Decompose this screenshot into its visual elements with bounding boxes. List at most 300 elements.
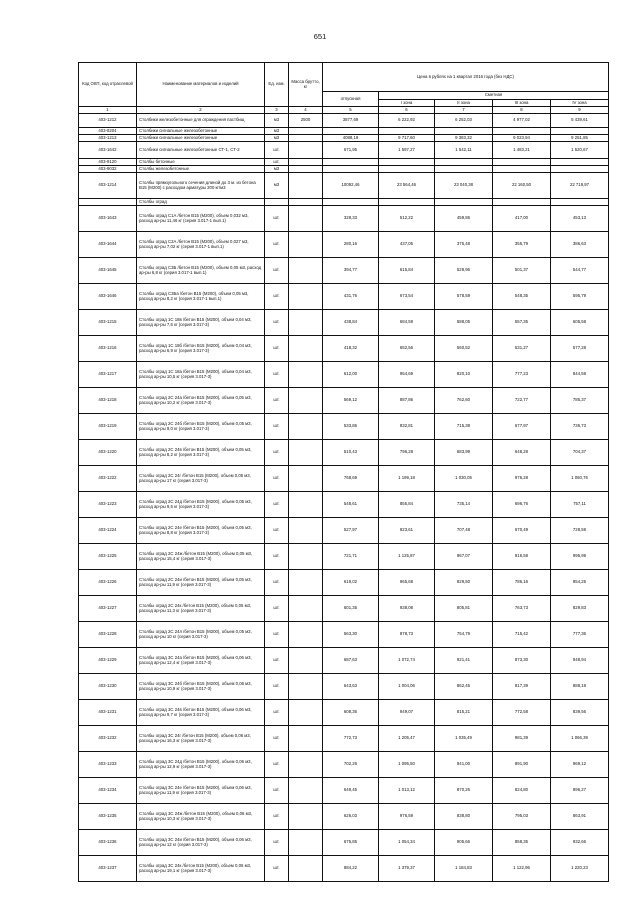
row-zone4-price: 9 251,85: [551, 135, 609, 142]
row-release-price: 702,26: [323, 752, 379, 778]
row-mass: [289, 544, 323, 570]
row-zone2-price: 459,86: [435, 206, 493, 232]
row-unit: м3: [265, 135, 289, 142]
row-mass: [289, 336, 323, 362]
table-row: [79, 856, 609, 882]
row-release-price: 563,30: [323, 622, 379, 648]
row-name: Столбы оград 3С 24г /бетон В15 (М200), объем 0,06 м3, расход ар-ры 16,3 кг (серия 3.017-3): [137, 726, 265, 752]
row-release-price: 10092,46: [323, 173, 379, 199]
row-release-price: 772,73: [323, 726, 379, 752]
row-zone1-price: 1 597,27: [379, 142, 435, 159]
row-zone3-price: 824,80: [493, 778, 551, 804]
column-number: 4: [289, 107, 323, 114]
table-row: [79, 518, 609, 544]
table-row: [79, 114, 609, 128]
row-code: 403-9032: [79, 166, 137, 173]
row-name: Столбы оград 3С 24а /бетон В15 (М200), объем 0,06 м3, расход ар-ры 12,4 кг (серия 3.017-3): [137, 648, 265, 674]
row-code: 403-1229: [79, 648, 137, 674]
row-zone4-price: [551, 128, 609, 135]
row-unit: шт.: [265, 622, 289, 648]
page-number: 651: [313, 32, 327, 41]
row-zone3-price: 557,35: [493, 310, 551, 336]
row-unit: м3: [265, 114, 289, 128]
row-name: Столбы оград 3С 24к /бетон В15 (М200), объем 0,06 м3, расход ар-ры 19,1 кг (серия 3.017-3): [137, 856, 265, 882]
row-zone2-price: 1 035,49: [435, 726, 493, 752]
row-zone3-price: [493, 199, 551, 206]
row-zone4-price: 386,63: [551, 232, 609, 258]
row-zone2-price: 588,05: [435, 310, 493, 336]
table-row: [79, 622, 609, 648]
row-code: 403-1213: [79, 135, 137, 142]
header-price-group: Цена в рублях на 1 квартал 2016 года (без НДС): [323, 63, 609, 92]
row-unit: шт.: [265, 726, 289, 752]
row-code: 403-1218: [79, 388, 137, 414]
row-mass: [289, 492, 323, 518]
row-mass: [289, 648, 323, 674]
row-mass: [289, 752, 323, 778]
row-release-price: 649,45: [323, 778, 379, 804]
row-name: Столбы оград 2С 24и /бетон В15 (М200), объем 0,05 м3, расход ар-ры 11,9 кг (серия 3.017-3): [137, 570, 265, 596]
row-zone3-price: 763,73: [493, 596, 551, 622]
row-code: 403-1232: [79, 726, 137, 752]
column-number: 6: [379, 107, 435, 114]
row-zone2-price: 528,96: [435, 258, 493, 284]
row-name: Столбы железобетонные: [137, 166, 265, 173]
row-unit: шт.: [265, 336, 289, 362]
table-row: [79, 159, 609, 166]
row-zone2-price: 762,60: [435, 388, 493, 414]
row-zone4-price: 595,79: [551, 284, 609, 310]
row-zone4-price: 453,13: [551, 206, 609, 232]
row-release-price: [323, 159, 379, 166]
row-release-price: 675,85: [323, 830, 379, 856]
row-zone3-price: 772,58: [493, 700, 551, 726]
row-unit: шт.: [265, 310, 289, 336]
row-zone2-price: 1 542,11: [435, 142, 493, 159]
row-zone2-price: 838,80: [435, 804, 493, 830]
table-row: [79, 674, 609, 700]
row-mass: [289, 570, 323, 596]
row-zone1-price: 23 564,46: [379, 173, 435, 199]
row-code: 403-1219: [79, 414, 137, 440]
row-zone3-price: 795,03: [493, 804, 551, 830]
row-unit: шт.: [265, 570, 289, 596]
row-mass: [289, 700, 323, 726]
row-zone1-price: 1 205,47: [379, 726, 435, 752]
row-zone1-price: 832,81: [379, 414, 435, 440]
row-zone4-price: 5 439,61: [551, 114, 609, 128]
row-zone3-price: 722,77: [493, 388, 551, 414]
row-unit: шт.: [265, 518, 289, 544]
row-zone3-price: 501,37: [493, 258, 551, 284]
row-release-price: 527,97: [323, 518, 379, 544]
row-zone1-price: 1 072,74: [379, 648, 435, 674]
table-row: [79, 440, 609, 466]
header-estimate-price: Сметная: [379, 92, 609, 100]
row-unit: шт.: [265, 466, 289, 492]
row-name: Столбы оград 3С 24б /бетон В15 (М200), объем 0,06 м3, расход ар-ры 10,9 кг (серия 3.017-3): [137, 674, 265, 700]
row-zone3-price: [493, 128, 551, 135]
row-zone3-price: 4 977,02: [493, 114, 551, 128]
row-mass: [289, 232, 323, 258]
row-name: Столбы оград 2С 24г /бетон В15 (М200), объем 0,05 м3, расход ар-ры 17 кг (серия 3.017-3): [137, 466, 265, 492]
row-zone3-price: 976,28: [493, 466, 551, 492]
header-release-price: отпускная: [323, 92, 379, 107]
row-code: 403-1643: [79, 206, 137, 232]
row-zone4-price: [551, 159, 609, 166]
row-zone3-price: 817,39: [493, 674, 551, 700]
row-zone2-price: 815,21: [435, 700, 493, 726]
row-zone1-price: 652,56: [379, 336, 435, 362]
table-body: [79, 114, 609, 882]
row-release-price: 884,22: [323, 856, 379, 882]
row-release-price: 626,03: [323, 804, 379, 830]
row-unit: шт.: [265, 388, 289, 414]
row-unit: шт.: [265, 142, 289, 159]
row-zone1-price: 6 222,92: [379, 114, 435, 128]
row-zone1-price: 684,59: [379, 310, 435, 336]
column-number: 1: [79, 107, 137, 114]
column-number: 9: [551, 107, 609, 114]
row-zone4-price: 863,91: [551, 804, 609, 830]
row-name: Столбы оград 3С 24д /бетон В15 (М200), объем 0,06 м3, расход ар-ры 12,9 кг (серия 3.017-3): [137, 752, 265, 778]
row-name: Столбы оград 2С 24к /бетон В15 (М200), объем 0,05 м3, расход ар-ры 11,3 кг (серия 3.017-3): [137, 596, 265, 622]
row-unit: шт.: [265, 159, 289, 166]
row-name: Столбы оград 2С 24б /бетон В15 (М200), объем 0,05 м3, расход ар-ры 9,0 кг (серия 3.017-3): [137, 414, 265, 440]
row-release-price: [323, 128, 379, 135]
row-zone2-price: 735,14: [435, 492, 493, 518]
row-unit: шт.: [265, 830, 289, 856]
row-zone2-price: 941,00: [435, 752, 493, 778]
row-name: Столбы оград 2С 24л /бетон В15 (М200), объем 0,05 м3, расход ар-ры 10 кг (серия 3.017-3): [137, 622, 265, 648]
row-zone1-price: 512,22: [379, 206, 435, 232]
row-mass: [289, 440, 323, 466]
row-name: Столбы оград 3С 24ж /бетон В15 (М200), объем 0,06 м3, расход ар-ры 10,3 кг (серия 3.017-3): [137, 804, 265, 830]
row-zone3-price: 355,79: [493, 232, 551, 258]
row-zone4-price: 605,58: [551, 310, 609, 336]
row-zone2-price: [435, 159, 493, 166]
table-row: [79, 544, 609, 570]
row-zone1-price: 1 125,87: [379, 544, 435, 570]
row-release-price: [323, 199, 379, 206]
price-table: [78, 62, 609, 882]
table-row: [79, 173, 609, 199]
row-zone3-price: 916,58: [493, 544, 551, 570]
row-mass: [289, 142, 323, 159]
row-mass: [289, 856, 323, 882]
row-zone1-price: 938,08: [379, 596, 435, 622]
table-row: [79, 752, 609, 778]
row-unit: шт.: [265, 674, 289, 700]
row-zone3-price: 981,39: [493, 726, 551, 752]
row-name: Столбы оград 2С 24д /бетон В15 (М200), объем 0,05 м3, расход ар-ры 9,5 кг (серия 3.017-3): [137, 492, 265, 518]
row-unit: шт.: [265, 258, 289, 284]
row-unit: шт.: [265, 700, 289, 726]
row-unit: шт.: [265, 778, 289, 804]
row-mass: [289, 284, 323, 310]
row-code: 403-1645: [79, 258, 137, 284]
row-unit: шт.: [265, 856, 289, 882]
header-unit: Ед. изм.: [265, 63, 289, 107]
row-code: 403-1217: [79, 362, 137, 388]
row-mass: [289, 173, 323, 199]
row-unit: шт.: [265, 284, 289, 310]
row-code: 403-1228: [79, 622, 137, 648]
row-name: Столбы оград С3Б /бетон В15 (М200), объем 0,05 м3, расход ар-ры 6,8 кг (серия 3.017-1 вып.1): [137, 258, 265, 284]
row-zone3-price: 1 122,96: [493, 856, 551, 882]
row-zone1-price: 796,28: [379, 440, 435, 466]
row-zone4-price: 896,27: [551, 778, 609, 804]
row-mass: [289, 466, 323, 492]
row-zone1-price: [379, 199, 435, 206]
header-mass: Масса брутто, кг: [289, 63, 323, 107]
row-release-price: 601,35: [323, 596, 379, 622]
row-zone3-price: 786,16: [493, 570, 551, 596]
row-code: 403-1212: [79, 114, 137, 128]
row-name: Столбы оград 3С 24и /бетон В15 (М200), объем 0,06 м3, расход ар-ры 12 кг (серия 3.017-3): [137, 830, 265, 856]
row-code: 403-1214: [79, 173, 137, 199]
row-unit: шт.: [265, 232, 289, 258]
row-mass: [289, 362, 323, 388]
row-name: Столбы оград: [137, 199, 265, 206]
row-release-price: [323, 166, 379, 173]
header-name: Наименование материалов и изделий: [137, 63, 265, 107]
row-mass: [289, 199, 323, 206]
table-row: [79, 570, 609, 596]
row-release-price: 643,63: [323, 674, 379, 700]
row-zone1-price: [379, 128, 435, 135]
header-zone-1: I зона: [379, 100, 435, 107]
row-zone4-price: 888,19: [551, 674, 609, 700]
row-zone1-price: 1 054,34: [379, 830, 435, 856]
row-zone1-price: 976,59: [379, 804, 435, 830]
row-release-price: 328,33: [323, 206, 379, 232]
row-zone4-price: 829,83: [551, 596, 609, 622]
row-code: 403-1230: [79, 674, 137, 700]
row-unit: м3: [265, 166, 289, 173]
row-zone1-price: 1 013,12: [379, 778, 435, 804]
row-unit: м3: [265, 128, 289, 135]
table-row: [79, 206, 609, 232]
column-number: 7: [435, 107, 493, 114]
row-zone3-price: 22 160,50: [493, 173, 551, 199]
row-zone1-price: 615,84: [379, 258, 435, 284]
row-zone3-price: 1 483,21: [493, 142, 551, 159]
row-release-price: 671,95: [323, 142, 379, 159]
row-zone2-price: 683,99: [435, 440, 493, 466]
row-name: Столбы бетонные: [137, 159, 265, 166]
row-unit: шт.: [265, 804, 289, 830]
row-zone2-price: [435, 199, 493, 206]
row-zone2-price: 9 383,32: [435, 135, 493, 142]
row-zone3-price: 9 023,94: [493, 135, 551, 142]
row-zone4-price: 577,28: [551, 336, 609, 362]
table-row: [79, 492, 609, 518]
row-zone1-price: 437,05: [379, 232, 435, 258]
row-zone3-price: 548,35: [493, 284, 551, 310]
column-number: 5: [323, 107, 379, 114]
row-code: 403-1237: [79, 856, 137, 882]
row-zone4-price: 777,36: [551, 622, 609, 648]
row-mass: [289, 135, 323, 142]
header-code: Код ОКП, код отраслевой: [79, 63, 137, 107]
row-name: Столбы оград 1С 18б /бетон В15 (М200), объем 0,04 м3, расход ар-ры 6,9 кг (серия 3.017-3): [137, 336, 265, 362]
row-code: 403-1231: [79, 700, 137, 726]
row-code: 403-1222: [79, 466, 137, 492]
row-zone2-price: 967,07: [435, 544, 493, 570]
row-zone2-price: 23 040,38: [435, 173, 493, 199]
row-zone4-price: 544,77: [551, 258, 609, 284]
table-row: [79, 648, 609, 674]
row-zone3-price: 873,30: [493, 648, 551, 674]
row-zone4-price: 736,73: [551, 414, 609, 440]
row-name: Столбы оград 1С 18а /бетон В15 (М200), объем 0,04 м3, расход ар-ры 10,5 кг (серия 3.017-3): [137, 362, 265, 388]
table-row: [79, 336, 609, 362]
column-number: 8: [493, 107, 551, 114]
row-zone2-price: 715,38: [435, 414, 493, 440]
row-zone2-price: 560,52: [435, 336, 493, 362]
table-row: [79, 135, 609, 142]
row-zone4-price: 1 060,76: [551, 466, 609, 492]
row-mass: [289, 830, 323, 856]
row-name: Столбы оград 2С 24в /бетон В15 (М200), объем 0,05 м3, расход ар-ры 8,2 кг (серия 3.017-3): [137, 440, 265, 466]
row-code: 403-1227: [79, 596, 137, 622]
row-zone4-price: 932,66: [551, 830, 609, 856]
table-row: [79, 284, 609, 310]
row-zone3-price: 696,76: [493, 492, 551, 518]
row-name: Столбы оград 3С 24е /бетон В15 (М200), объем 0,06 м3, расход ар-ры 11,9 кг (серия 3.017-3): [137, 778, 265, 804]
row-code: 403-1646: [79, 284, 137, 310]
row-release-price: 280,16: [323, 232, 379, 258]
row-release-price: 394,77: [323, 258, 379, 284]
row-code: 403-9120: [79, 159, 137, 166]
column-number: 2: [137, 107, 265, 114]
row-zone1-price: 1 095,50: [379, 752, 435, 778]
row-zone4-price: 728,59: [551, 518, 609, 544]
row-zone4-price: 948,94: [551, 648, 609, 674]
row-unit: шт.: [265, 414, 289, 440]
row-zone4-price: [551, 199, 609, 206]
row-zone2-price: 862,45: [435, 674, 493, 700]
row-code: [79, 199, 137, 206]
row-mass: [289, 778, 323, 804]
row-zone3-price: 858,35: [493, 830, 551, 856]
row-zone1-price: [379, 166, 435, 173]
row-zone2-price: 870,26: [435, 778, 493, 804]
table-row: [79, 258, 609, 284]
row-mass: [289, 674, 323, 700]
row-zone2-price: 754,79: [435, 622, 493, 648]
header-zone-2: II зона: [435, 100, 493, 107]
row-unit: шт.: [265, 544, 289, 570]
row-name: Столбики сигнальные железобетонные: [137, 128, 265, 135]
row-mass: [289, 726, 323, 752]
row-code: 403-1226: [79, 570, 137, 596]
row-zone1-price: 949,07: [379, 700, 435, 726]
row-zone4-price: 1 066,39: [551, 726, 609, 752]
row-zone4-price: [551, 166, 609, 173]
row-code: 403-1225: [79, 544, 137, 570]
row-zone1-price: 1 004,06: [379, 674, 435, 700]
row-name: Столбы прямоугольного сечения длиной до 3 м. из бетона В15 (М200) с расходом арматуры 200 кг/м3: [137, 173, 265, 199]
column-number: 3: [265, 107, 289, 114]
row-mass: [289, 206, 323, 232]
row-name: Столбы оград С2А /бетон В15 (М200), объем 0,027 м3, расход ар-ры 7,02 кг (серия 3.017-1 вып.1): [137, 232, 265, 258]
row-code: 403-1216: [79, 336, 137, 362]
row-mass: 2500: [289, 114, 323, 128]
row-unit: м3: [265, 173, 289, 199]
row-zone2-price: 905,66: [435, 830, 493, 856]
table-row: [79, 700, 609, 726]
row-mass: [289, 258, 323, 284]
row-unit: шт.: [265, 492, 289, 518]
row-zone2-price: 578,59: [435, 284, 493, 310]
row-code: 403-1234: [79, 778, 137, 804]
row-name: Столбы оград 3С 24в /бетон В15 (М200), объем 0,06 м3, расход ар-ры 9,7 кг (серия 3.017-3): [137, 700, 265, 726]
row-release-price: 612,00: [323, 362, 379, 388]
row-mass: [289, 518, 323, 544]
row-mass: [289, 622, 323, 648]
row-zone1-price: 965,68: [379, 570, 435, 596]
row-unit: шт.: [265, 596, 289, 622]
row-zone1-price: 878,73: [379, 622, 435, 648]
row-release-price: 569,12: [323, 388, 379, 414]
table-row: [79, 830, 609, 856]
row-zone4-price: 704,37: [551, 440, 609, 466]
row-mass: [289, 166, 323, 173]
table-row: [79, 414, 609, 440]
row-zone3-price: [493, 166, 551, 173]
row-zone3-price: 531,27: [493, 336, 551, 362]
row-zone1-price: 1 379,37: [379, 856, 435, 882]
row-zone1-price: 954,69: [379, 362, 435, 388]
row-zone3-price: 677,97: [493, 414, 551, 440]
table-row: [79, 128, 609, 135]
row-release-price: 431,76: [323, 284, 379, 310]
row-unit: шт.: [265, 648, 289, 674]
row-zone1-price: 855,84: [379, 492, 435, 518]
row-zone2-price: 6 252,03: [435, 114, 493, 128]
row-name: Столбы оград 1С 18в /бетон В15 (М200), объем 0,04 м3, расход ар-ры 7,6 кг (серия 3.017-3): [137, 310, 265, 336]
row-zone2-price: 829,50: [435, 570, 493, 596]
row-mass: [289, 128, 323, 135]
row-release-price: 3877,69: [323, 114, 379, 128]
row-zone1-price: [379, 159, 435, 166]
row-release-price: 768,69: [323, 466, 379, 492]
row-mass: [289, 414, 323, 440]
row-release-price: 4088,19: [323, 135, 379, 142]
row-zone3-price: [493, 159, 551, 166]
row-unit: шт.: [265, 362, 289, 388]
row-zone1-price: 887,86: [379, 388, 435, 414]
row-code: 403-1235: [79, 804, 137, 830]
table-row: [79, 362, 609, 388]
row-zone4-price: 995,99: [551, 544, 609, 570]
row-code: 403-1642: [79, 142, 137, 159]
row-zone2-price: 1 030,05: [435, 466, 493, 492]
row-zone4-price: 757,11: [551, 492, 609, 518]
row-zone2-price: [435, 128, 493, 135]
row-zone1-price: 1 199,18: [379, 466, 435, 492]
row-zone1-price: 673,54: [379, 284, 435, 310]
row-zone1-price: 823,61: [379, 518, 435, 544]
row-release-price: 548,61: [323, 492, 379, 518]
row-name: Столбики сигнальные железобетонные: [137, 135, 265, 142]
row-release-price: 721,71: [323, 544, 379, 570]
row-zone4-price: 839,56: [551, 700, 609, 726]
row-zone4-price: 969,12: [551, 752, 609, 778]
table-row: [79, 804, 609, 830]
